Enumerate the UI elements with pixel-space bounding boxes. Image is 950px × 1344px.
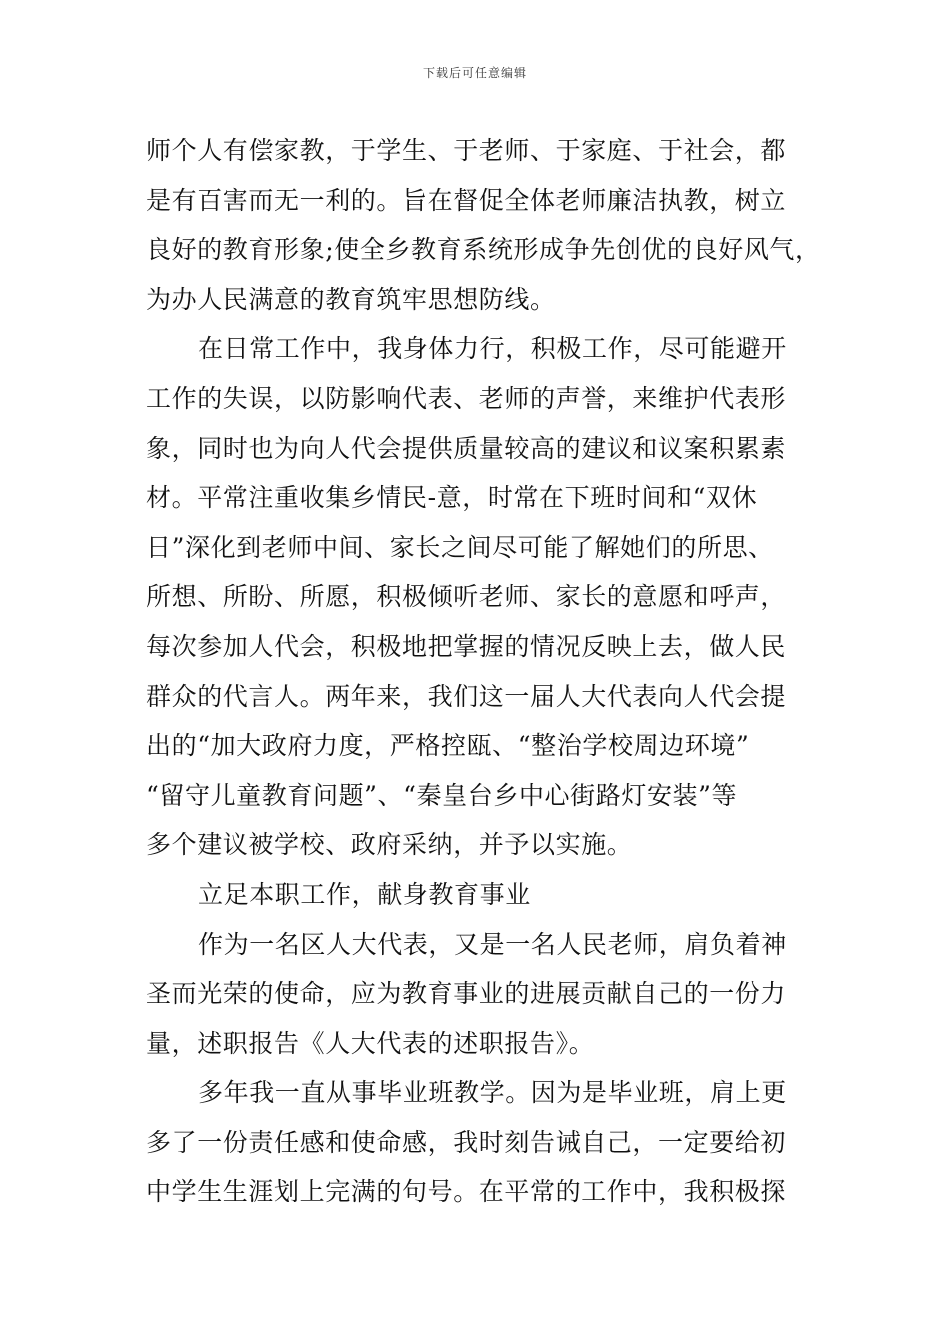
page-header-note: 下载后可任意编辑	[422, 66, 527, 80]
text-line: 师个人有偿家教，于学生、于老师、于家庭、于社会，都	[146, 136, 787, 165]
text-line: 材。平常注重收集乡情民-意，时常在下班时间和“双休	[146, 483, 758, 513]
text-line: 象，同时也为向人代会提供质量较高的建议和议案积累素	[146, 433, 787, 463]
text-line: 多年我一直从事毕业班教学。因为是毕业班，肩上更	[198, 1078, 787, 1108]
text-line: 出的“加大政府力度，严格控瓯、“整治学校周边环境”	[146, 731, 750, 761]
text-line: 多了一份责任感和使命感，我时刻告诫自己，一定要给初	[146, 1127, 787, 1157]
text-line: 量，述职报告《人大代表的述职报告》。	[146, 1028, 595, 1058]
text-line: 圣而光荣的使命，应为教育事业的进展贡献自己的一份力	[146, 979, 787, 1009]
text-line: 工作的失误，以防影响代表、老师的声誉，来维护代表形	[146, 383, 787, 413]
text-line: 日”深化到老师中间、家长之间尽可能了解她们的所思、	[146, 532, 774, 562]
text-line: 作为一名区人大代表，又是一名人民老师，肩负着神	[198, 929, 787, 959]
text-line: 中学生生涯划上完满的句号。在平常的工作中，我积极探	[146, 1177, 787, 1207]
section-heading: 立足本职工作，献身教育事业	[198, 879, 531, 909]
text-line: 为办人民满意的教育筑牢思想防线。	[146, 284, 556, 314]
text-line: 所想、所盼、所愿，积极倾听老师、家长的意愿和呼声，	[146, 582, 787, 612]
text-line: 良好的教育形象;使全乡教育系统形成争先创优的良好风气，	[146, 235, 821, 265]
document-body	[146, 126, 826, 1217]
text-line: 是有百害而无一利的。旨在督促全体老师廉洁执教，树立	[146, 185, 787, 215]
text-line: “留守儿童教育问题”、“秦皇台乡中心街路灯安装”等	[146, 780, 738, 810]
text-line: 多个建议被学校、政府采纳，并予以实施。	[146, 830, 633, 860]
text-line: 每次参加人代会，积极地把掌握的情况反映上去，做人民	[146, 631, 787, 661]
text-line: 在日常工作中，我身体力行，积极工作，尽可能避开	[198, 334, 787, 364]
text-line: 群众的代言人。两年来，我们这一届人大代表向人代会提	[146, 681, 787, 711]
